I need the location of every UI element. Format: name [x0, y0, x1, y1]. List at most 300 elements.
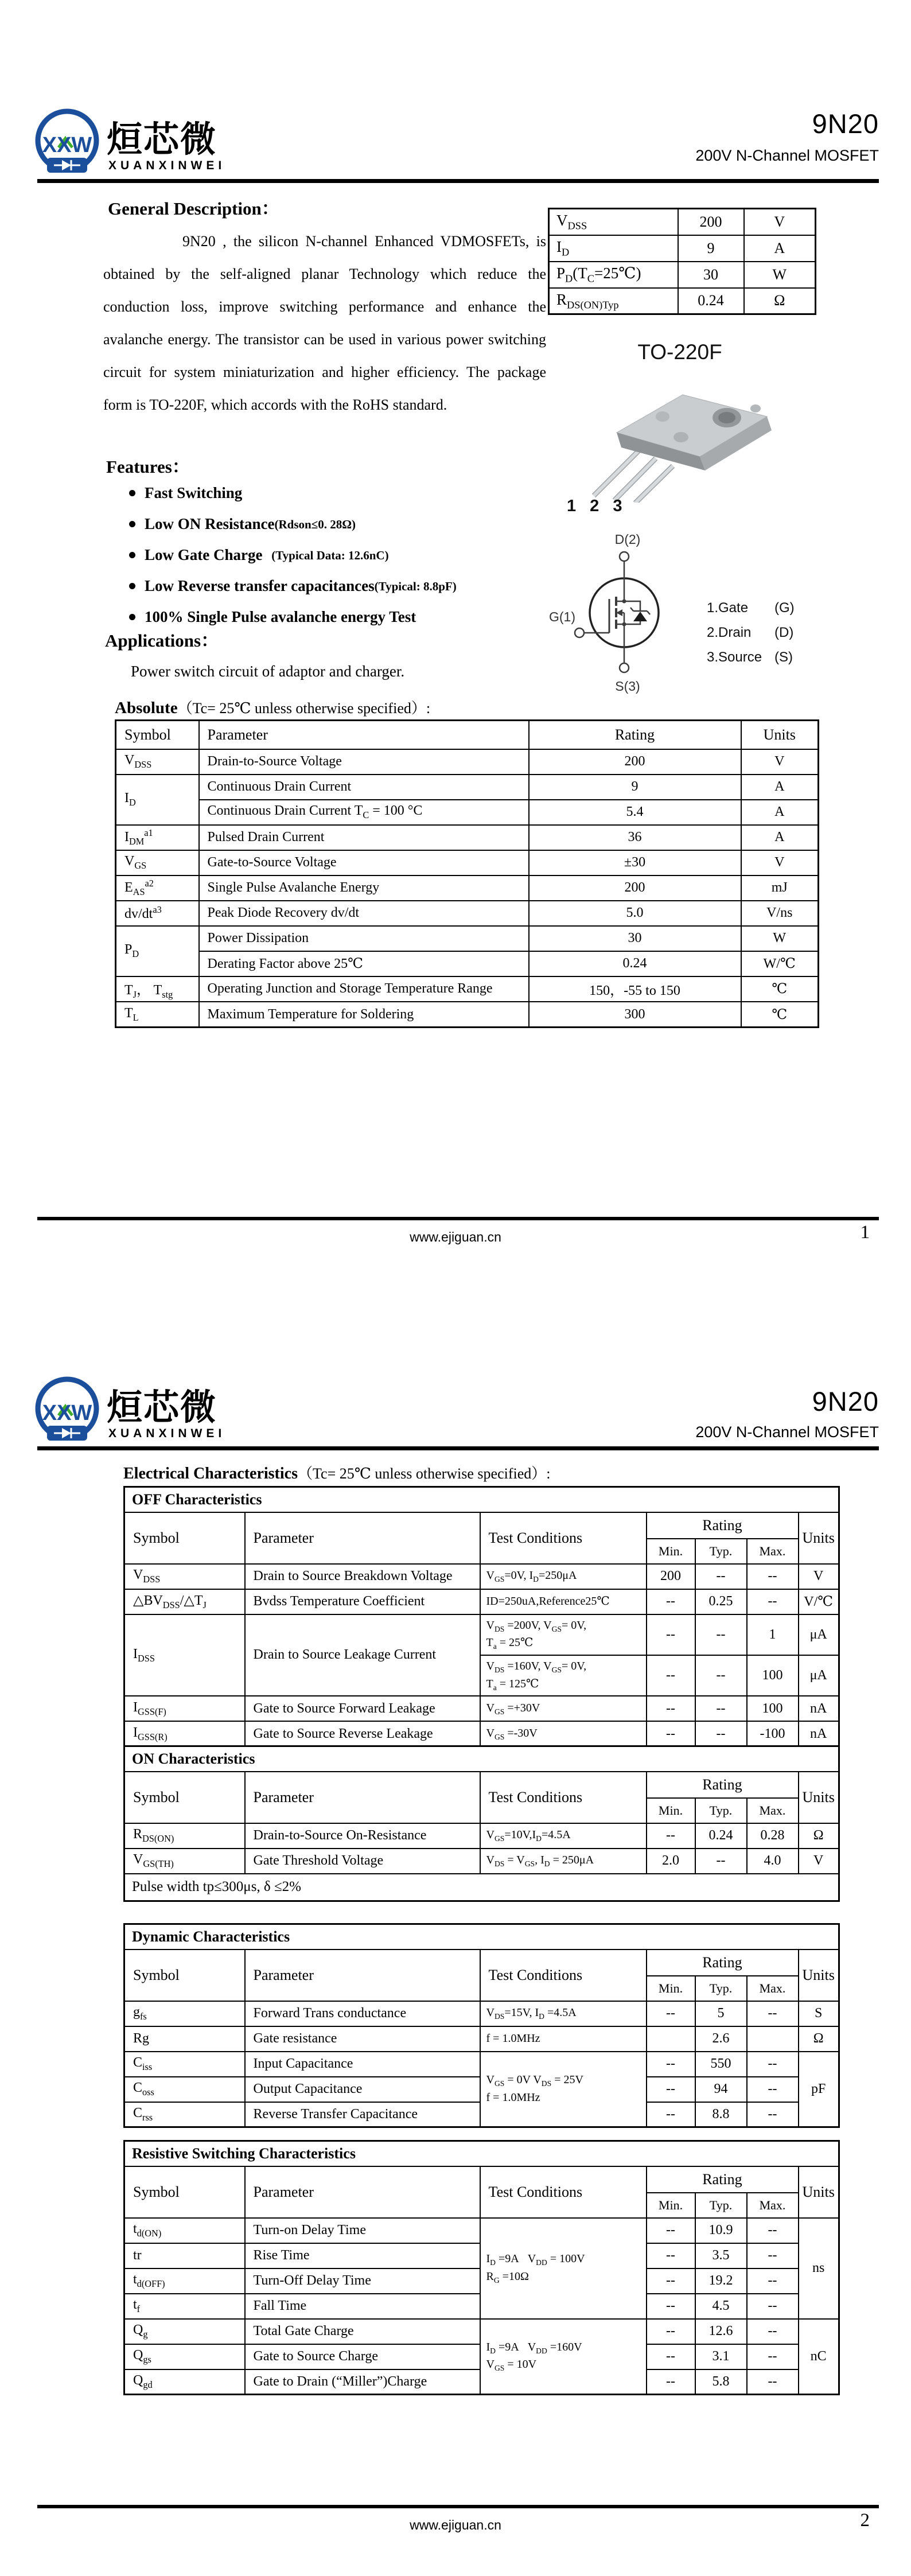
applications-title: Applications：	[105, 631, 219, 651]
table-cell: ℃	[741, 1002, 819, 1027]
table-cell: $C_{oss}$	[124, 2077, 245, 2102]
table-cell: 10.9	[695, 2218, 747, 2243]
table-cell: --	[747, 1564, 799, 1589]
table-cell: 0.24	[529, 951, 741, 976]
table-cell: $I_{DSS}$	[124, 1614, 245, 1696]
table-cell: $I_{GSS(F)}$	[124, 1696, 245, 1721]
brand-name-en: XUANXINWEI	[108, 159, 226, 172]
group-title-row	[124, 1487, 839, 1512]
table-cell: 94	[695, 2077, 747, 2102]
table-cell: --	[747, 2294, 799, 2319]
feature-text: Low Gate Charge	[145, 546, 263, 563]
table-cell: --	[747, 2268, 799, 2294]
gate-pin-label: G(1)	[549, 609, 575, 624]
column-header: Symbol	[116, 721, 199, 749]
table-row	[116, 875, 819, 901]
table-cell: $V_{GS(TH)}$	[124, 1849, 245, 1874]
table-header-row	[116, 721, 819, 749]
table-cell: Maximum Temperature for Soldering	[199, 1002, 529, 1027]
brand-name-cn: 烜芯微	[107, 118, 217, 160]
column-header: Units	[799, 1949, 839, 2001]
absolute-title-rest: （Tc= 25℃ unless otherwise specified）:	[177, 700, 431, 717]
logo-letters: XXW	[42, 1401, 92, 1425]
column-header: Symbol	[124, 1949, 245, 2001]
group-title-row	[124, 1924, 839, 1949]
table-cell: ns	[799, 2218, 839, 2319]
table-cell: nA	[799, 1696, 839, 1721]
table-cell: tr	[124, 2243, 245, 2268]
table-cell: $C_{iss}$	[124, 2052, 245, 2077]
brand-logo	[33, 95, 332, 186]
table-cell: Input Capacitance	[245, 2052, 480, 2077]
table-cell	[647, 2026, 695, 2052]
table-cell: 1	[747, 1614, 799, 1655]
table-cell	[747, 2026, 799, 2052]
column-header: Typ.	[695, 1976, 747, 2001]
part-number: 9N20	[812, 108, 879, 139]
table-row	[124, 2319, 839, 2344]
column-header: Test Conditions	[480, 1772, 647, 1823]
elec-title-bold: Electrical Characteristics	[123, 1465, 298, 1482]
table-cell: $V_{GS} =+30V$	[480, 1696, 647, 1721]
table-cell: Power Dissipation	[199, 926, 529, 951]
column-header: Parameter	[199, 721, 529, 749]
table-cell: 100	[747, 1696, 799, 1721]
mosfet-symbol-diagram	[544, 527, 716, 696]
table-cell: --	[647, 2294, 695, 2319]
group-title: Dynamic Characteristics	[124, 1924, 839, 1949]
footer-divider	[37, 2505, 879, 2508]
table-cell: Gate resistance	[245, 2026, 480, 2052]
column-header: Test Conditions	[480, 1949, 647, 2001]
table-cell: $R_{DS(ON)Typ}$	[549, 288, 678, 314]
table-row	[124, 1823, 839, 1849]
table-cell: Gate Threshold Voltage	[245, 1849, 480, 1874]
table-cell: --	[647, 1614, 695, 1655]
table-note-row	[124, 1874, 839, 1901]
group-title: Resistive Switching Characteristics	[124, 2141, 839, 2166]
table-cell: 19.2	[695, 2268, 747, 2294]
column-header: Units	[799, 1512, 839, 1564]
table-row	[124, 2026, 839, 2052]
feature-text: Low Reverse transfer capacitances	[145, 577, 375, 594]
table-cell: --	[747, 2077, 799, 2102]
table-cell: 3.1	[695, 2344, 747, 2369]
table-cell: Ω	[799, 2026, 839, 2052]
table-cell: --	[695, 1614, 747, 1655]
company-logo-icon	[33, 1373, 101, 1446]
page-number: 1	[860, 1222, 870, 1243]
table-cell: $V_{DS} =200V$, $V_{GS}= 0V$, $T_a$ = 25℃	[480, 1614, 647, 1655]
table-cell: $I_D =9A$ $V_{DD} =160V$ $V_{GS} = 10V$	[480, 2319, 647, 2395]
feature-item	[106, 539, 565, 570]
resistive-switching-table	[123, 2140, 840, 2395]
feature-text: 100% Single Pulse avalanche energy Test	[145, 608, 416, 625]
table-cell: --	[747, 2369, 799, 2395]
page-number: 2	[860, 2510, 870, 2531]
footer-divider	[37, 1217, 879, 1220]
feature-text: Low ON Resistance	[145, 515, 275, 532]
absolute-title-bold: Absolute	[115, 699, 178, 717]
table-cell: 2.0	[647, 1849, 695, 1874]
table-cell: $t_f$	[124, 2294, 245, 2319]
column-header: Typ.	[695, 1539, 747, 1564]
table-cell: $V_{DS} =160V$, $V_{GS}= 0V$, $T_a$ = 125℃	[480, 1655, 647, 1696]
features-title: Features：	[106, 457, 190, 477]
table-cell: $I_D$	[549, 235, 678, 262]
table-cell: Derating Factor above 25℃	[199, 951, 529, 976]
pin-legend-item: 3.Source (S)	[707, 649, 793, 665]
table-cell: pF	[799, 2052, 839, 2127]
table-cell: --	[647, 2077, 695, 2102]
datasheet-page-2	[0, 1288, 911, 2576]
column-header: Rating	[647, 1512, 799, 1539]
table-cell: 150，-55 to 150	[529, 976, 741, 1002]
column-header: Parameter	[245, 2166, 480, 2218]
column-header: Max.	[747, 2193, 799, 2218]
table-row	[549, 288, 816, 314]
table-cell: $C_{rss}$	[124, 2102, 245, 2127]
table-cell: $V_{DSS}$	[124, 1564, 245, 1589]
column-header: Symbol	[124, 1512, 245, 1564]
table-cell: --	[647, 2052, 695, 2077]
table-cell: $V_{DS}=15V$, $I_D =4.5A$	[480, 2001, 647, 2026]
table-row	[116, 976, 819, 1002]
table-cell: 4.5	[695, 2294, 747, 2319]
table-row	[124, 2052, 839, 2077]
off-characteristics-table	[123, 1486, 840, 1748]
feature-note: (Typical Data: 12.6nC)	[262, 548, 389, 562]
table-cell: $V_{GS}=0V$, $I_D=250\mu A$	[480, 1564, 647, 1589]
table-cell: $t_{d(OFF)}$	[124, 2268, 245, 2294]
table-cell: Rise Time	[245, 2243, 480, 2268]
table-cell: --	[695, 1564, 747, 1589]
table-cell: $Q_g$	[124, 2319, 245, 2344]
table-cell: A	[741, 825, 819, 850]
footer-website: www.ejiguan.cn	[410, 1229, 501, 1244]
table-cell: --	[747, 2052, 799, 2077]
table-cell: μA	[799, 1655, 839, 1696]
table-cell: V	[799, 1564, 839, 1589]
general-description-title: General Description：	[108, 199, 279, 219]
feature-item	[106, 508, 565, 539]
table-cell: 9	[678, 235, 744, 262]
table-cell: V	[741, 850, 819, 875]
table-cell: mJ	[741, 875, 819, 901]
table-cell: --	[647, 1696, 695, 1721]
quick-specs-table	[548, 208, 816, 315]
feature-item	[106, 477, 565, 508]
table-cell: Drain-to-Source On-Resistance	[245, 1823, 480, 1849]
column-header: Min.	[647, 1798, 695, 1823]
table-cell: A	[741, 800, 819, 825]
source-pin-label: S(3)	[615, 679, 640, 694]
table-cell: $V_{GS}=10V,I_D=4.5A$	[480, 1823, 647, 1849]
table-cell: Operating Junction and Storage Temperature Range	[199, 976, 529, 1002]
table-note: Pulse width tp≤300μs, δ ≤2%	[124, 1874, 839, 1901]
table-cell: --	[747, 2243, 799, 2268]
table-cell: $R_{DS(ON)}$	[124, 1823, 245, 1849]
table-header-row	[124, 1772, 839, 1798]
table-cell: Gate to Drain (“Miller”)Charge	[245, 2369, 480, 2395]
table-cell: --	[695, 1849, 747, 1874]
pin-legend-item: 1.Gate (G)	[707, 600, 795, 616]
part-number: 9N20	[812, 1386, 879, 1417]
table-row	[116, 825, 819, 850]
table-row	[124, 1589, 839, 1614]
table-cell: --	[647, 2218, 695, 2243]
column-header: Typ.	[695, 2193, 747, 2218]
table-row	[549, 235, 816, 262]
package-photo	[577, 365, 789, 503]
table-cell: f = 1.0MHz	[480, 2026, 647, 2052]
column-header: Rating	[647, 1772, 799, 1798]
table-row	[124, 2218, 839, 2243]
feature-item	[106, 570, 565, 601]
table-cell: $V_{GS} =-30V$	[480, 1721, 647, 1746]
table-header-row	[124, 1949, 839, 1976]
table-cell: --	[695, 1721, 747, 1746]
table-row	[116, 901, 819, 926]
brand-name-en: XUANXINWEI	[108, 1427, 226, 1440]
table-cell: V	[741, 749, 819, 775]
drain-pin-label: D(2)	[614, 532, 641, 547]
table-cell: $P_D(T_C=25℃)$	[549, 262, 678, 288]
table-cell: -100	[747, 1721, 799, 1746]
table-row	[116, 775, 819, 800]
feature-text: Fast Switching	[145, 484, 243, 501]
table-cell: W/℃	[741, 951, 819, 976]
table-cell: --	[695, 1655, 747, 1696]
table-cell: --	[647, 1655, 695, 1696]
part-subtitle: 200V N-Channel MOSFET	[695, 147, 879, 164]
table-row	[124, 1721, 839, 1746]
table-cell: 200	[678, 209, 744, 235]
pin-legend-item: 2.Drain (D)	[707, 624, 794, 640]
column-header: Min.	[647, 2193, 695, 2218]
pin-legend	[707, 596, 795, 670]
table-cell: Continuous Drain Current $T_C = 100$ °C	[199, 800, 529, 825]
group-title: ON Characteristics	[124, 1746, 839, 1772]
table-row	[116, 850, 819, 875]
column-header: Typ.	[695, 1798, 747, 1823]
table-cell: Turn-on Delay Time	[245, 2218, 480, 2243]
company-logo-icon	[33, 105, 101, 178]
package-pin-numbers: 1 2 3	[567, 497, 622, 515]
column-header: Max.	[747, 1539, 799, 1564]
table-cell: --	[647, 1721, 695, 1746]
table-cell: V/℃	[799, 1589, 839, 1614]
column-header: Units	[799, 2166, 839, 2218]
column-header: Units	[799, 1772, 839, 1823]
table-cell: A	[744, 235, 816, 262]
table-cell: $P_D$	[116, 926, 199, 976]
part-subtitle: 200V N-Channel MOSFET	[695, 1423, 879, 1441]
table-row	[124, 1849, 839, 1874]
table-cell: 0.28	[747, 1823, 799, 1849]
group-title-row	[124, 2141, 839, 2166]
feature-note: (Rdson≤0. 28Ω)	[274, 517, 356, 531]
table-cell: $g_{fs}$	[124, 2001, 245, 2026]
table-cell: --	[647, 2344, 695, 2369]
elec-title-rest: （Tc= 25℃ unless otherwise specified）:	[297, 1465, 551, 1482]
table-cell: W	[741, 926, 819, 951]
column-header: Parameter	[245, 1772, 480, 1823]
table-cell: Peak Diode Recovery dv/dt	[199, 901, 529, 926]
column-header: Symbol	[124, 2166, 245, 2218]
column-header: Min.	[647, 1976, 695, 2001]
table-row	[116, 800, 819, 825]
absolute-ratings-title	[115, 696, 430, 718]
table-cell: nA	[799, 1721, 839, 1746]
table-cell: Ω	[799, 1823, 839, 1849]
table-cell: ℃	[741, 976, 819, 1002]
column-header: Test Conditions	[480, 2166, 647, 2218]
electrical-characteristics-title	[123, 1462, 551, 1483]
table-cell: nC	[799, 2319, 839, 2395]
table-cell: V	[799, 1849, 839, 1874]
bullet-icon	[129, 490, 135, 496]
group-title-row	[124, 1746, 839, 1772]
column-header: Rating	[647, 1949, 799, 1976]
bullet-icon	[129, 614, 135, 620]
table-cell: Bvdss Temperature Coefficient	[245, 1589, 480, 1614]
table-cell: --	[647, 2243, 695, 2268]
table-row	[116, 951, 819, 976]
table-cell: S	[799, 2001, 839, 2026]
applications-body: Power switch circuit of adaptor and charger.	[131, 663, 405, 680]
dynamic-characteristics-table	[123, 1923, 840, 2128]
table-row	[549, 262, 816, 288]
table-row	[124, 2001, 839, 2026]
table-cell: Fall Time	[245, 2294, 480, 2319]
feature-note: (Typical: 8.8pF)	[374, 579, 457, 593]
table-cell: 550	[695, 2052, 747, 2077]
footer-website: www.ejiguan.cn	[410, 2517, 501, 2532]
table-cell: 0.24	[695, 1823, 747, 1849]
table-cell: $\triangle BV_{DSS}/\triangle T_J$	[124, 1589, 245, 1614]
table-cell: 3.5	[695, 2243, 747, 2268]
table-cell: --	[647, 2369, 695, 2395]
table-cell: Turn-Off Delay Time	[245, 2268, 480, 2294]
table-cell: 0.24	[678, 288, 744, 314]
table-cell: Rg	[124, 2026, 245, 2052]
table-cell: --	[747, 2218, 799, 2243]
column-header: Symbol	[124, 1772, 245, 1823]
table-cell: 5.4	[529, 800, 741, 825]
table-cell: --	[647, 2001, 695, 2026]
table-cell: 5.0	[529, 901, 741, 926]
header-divider	[37, 1446, 879, 1450]
table-cell: 30	[678, 262, 744, 288]
column-header: Rating	[647, 2166, 799, 2193]
table-cell: $V_{DSS}$	[549, 209, 678, 235]
table-cell: $dv/dt^{a3}$	[116, 901, 199, 926]
table-cell: Reverse Transfer Capacitance	[245, 2102, 480, 2127]
table-header-row	[124, 2166, 839, 2193]
table-cell: --	[647, 2268, 695, 2294]
table-cell: 100	[747, 1655, 799, 1696]
table-cell: Gate to Source Forward Leakage	[245, 1696, 480, 1721]
table-cell: ±30	[529, 850, 741, 875]
table-cell: V	[744, 209, 816, 235]
table-row	[116, 749, 819, 775]
group-title: OFF Characteristics	[124, 1487, 839, 1512]
brand-name-cn: 烜芯微	[107, 1386, 217, 1428]
column-header: Parameter	[245, 1512, 480, 1564]
table-row	[116, 1002, 819, 1027]
table-cell: Total Gate Charge	[245, 2319, 480, 2344]
table-cell: --	[747, 2001, 799, 2026]
table-cell: $I_D =9A$ $V_{DD} = 100V$ $R_G =10\Omega$	[480, 2218, 647, 2319]
table-cell: 5	[695, 2001, 747, 2026]
table-row	[124, 1614, 839, 1655]
bullet-icon	[129, 521, 135, 527]
column-header: Units	[741, 721, 819, 749]
table-cell: 4.0	[747, 1849, 799, 1874]
absolute-table	[115, 719, 819, 1028]
column-header: Max.	[747, 1798, 799, 1823]
table-cell: $I_D$	[116, 775, 199, 825]
column-header: Max.	[747, 1976, 799, 2001]
column-header: Min.	[647, 1539, 695, 1564]
table-cell: --	[647, 2319, 695, 2344]
on-characteristics-table	[123, 1745, 840, 1902]
table-cell: 12.6	[695, 2319, 747, 2344]
table-header-row	[124, 1512, 839, 1539]
header-divider	[37, 179, 879, 183]
logo-letters: XXW	[42, 133, 92, 157]
table-cell: $Q_{gd}$	[124, 2369, 245, 2395]
table-cell: μA	[799, 1614, 839, 1655]
table-cell: W	[744, 262, 816, 288]
table-cell: Single Pulse Avalanche Energy	[199, 875, 529, 901]
table-cell: ID=250uA,Reference25℃	[480, 1589, 647, 1614]
table-cell: Drain-to-Source Voltage	[199, 749, 529, 775]
table-cell: $T_L$	[116, 1002, 199, 1027]
table-cell: 5.8	[695, 2369, 747, 2395]
general-description-body: 9N20 , the silicon N-channel Enhanced VDMOSFETs, is obtained by the self-aligned planar Technology which reduce the conduction loss, improve switching performance and enhance the avalanche energy. The transistor can be used in various power switching circuit for system miniaturization and higher efficiency. The package form is TO-220F, which accords with the RoHS standard.	[103, 233, 546, 413]
table-cell: Gate to Source Reverse Leakage	[245, 1721, 480, 1746]
package-name: TO-220F	[637, 340, 722, 364]
table-cell: Gate-to-Source Voltage	[199, 850, 529, 875]
table-cell: $V_{GS}$	[116, 850, 199, 875]
table-cell: $E_{AS}^{a2}$	[116, 875, 199, 901]
table-cell: Drain to Source Breakdown Voltage	[245, 1564, 480, 1589]
table-cell: --	[747, 2344, 799, 2369]
brand-logo	[33, 1363, 332, 1454]
table-cell: 300	[529, 1002, 741, 1027]
column-header: Test Conditions	[480, 1512, 647, 1564]
table-cell: Forward Trans conductance	[245, 2001, 480, 2026]
bullet-icon	[129, 552, 135, 558]
column-header: Rating	[529, 721, 741, 749]
table-cell: Ω	[744, 288, 816, 314]
table-cell: $T_J$， $T_{stg}$	[116, 976, 199, 1002]
table-cell: A	[741, 775, 819, 800]
table-row	[116, 926, 819, 951]
table-cell: --	[647, 2102, 695, 2127]
table-cell: Output Capacitance	[245, 2077, 480, 2102]
table-cell: 200	[529, 875, 741, 901]
table-cell: --	[647, 1589, 695, 1614]
table-cell: Pulsed Drain Current	[199, 825, 529, 850]
table-cell: --	[747, 1589, 799, 1614]
table-cell: 8.8	[695, 2102, 747, 2127]
bullet-icon	[129, 583, 135, 589]
table-cell: $V_{DS} = V_{GS}$, $I_D = 250\mu A$	[480, 1849, 647, 1874]
table-cell: --	[747, 2319, 799, 2344]
